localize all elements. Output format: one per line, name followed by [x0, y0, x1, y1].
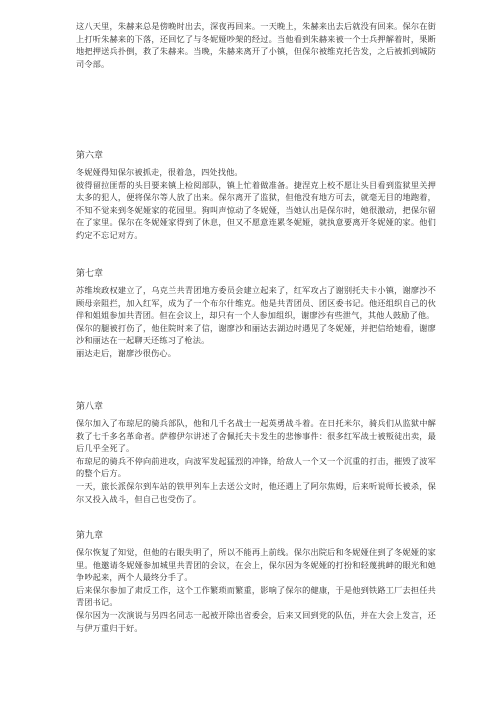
chapter-7-paragraph-2: 保尔的腿被打伤了，他住院时来了信，谢廖沙和丽达去湖边时遇见了冬妮娅，并把信给她看，谢廖沙和丽达在一起聊天还练习了枪法。	[76, 322, 436, 346]
intro-section	[76, 20, 436, 70]
chapter-6-title: 第六章	[76, 151, 104, 161]
chapter-8-paragraph-1: 保尔加入了布琼尼的骑兵部队，他和几千名战士一起英勇战斗着。在日托米尔，骑兵们从监狱中解救了七千多名革命者。萨穆伊尔讲述了舍佩托夫卡发生的悲惨事件：很多红军战士被叛徒出卖，最后几乎全死了。	[76, 418, 436, 454]
chapter-7-paragraph-3: 丽达走后，谢廖沙很伤心。	[76, 347, 177, 358]
chapter-9-title: 第九章	[76, 531, 104, 541]
chapter-9-paragraph-3: 保尔因为一次演说与另四名同志一起被开除出省委会，后来又回到党的队伍，并在大会上发言，还与伊万重归于好。	[76, 609, 436, 633]
chapter-6-paragraph-1: 冬妮娅得知保尔被抓走，很着急，四处找他。	[76, 167, 243, 177]
intro-paragraph: 这八天里，朱赫来总是傍晚时出去，深夜再回来。一天晚上，朱赫来出去后就没有回来。保尔在街上打听朱赫来的下落，还回忆了与冬妮娅吵架的经过。当他看到朱赫来被一个士兵押解着时，果断地把押送兵扑倒，救了朱赫来。当晚，朱赫来离开了小镇，但保尔被维克托告发，之后被抓到城防司令部。	[76, 21, 436, 69]
chapter-9-paragraph-1: 保尔恢复了知觉，但他的右眼失明了，所以不能再上前线。保尔出院后和冬妮娅住到了冬妮娅的家里。他邀请冬妮娅参加城里共青团的会议，在会上，保尔因为冬妮娅的打扮和轻蔑挑衅的眼光和她争吵起来，两个人最终分手了。	[76, 547, 436, 583]
chapter-6-section	[76, 150, 436, 242]
chapter-8-section	[76, 401, 436, 505]
chapter-9-section	[76, 530, 436, 634]
chapter-9-paragraph-2: 后来保尔参加了肃反工作，这个工作繁琐而繁重，影响了保尔的健康，于是他到铁路工厂去担任共青团书记。	[76, 584, 436, 608]
chapter-7-title: 第七章	[76, 269, 104, 279]
chapter-6-paragraph-2: 彼得留拉匪帮的头目要来镇上检阅部队，镇上忙着做准备。捷涅克上校不愿让头目看到监狱里关押太多的犯人，便将保尔等人放了出来。保尔离开了监狱，但他没有地方可去，就毫无目的地跑着，不知不觉来到冬妮娅家的花园里。狗叫声惊动了冬妮娅，当她认出是保尔时，她很激动，把保尔留在了家里。保尔在冬妮娅家得到了休息，但又不愿意连累冬妮娅，就执意要离开冬妮娅的家。他们约定不忘记对方。	[76, 179, 436, 240]
chapter-8-paragraph-3: 一天，旅长派保尔到车站的铁甲列车上去送公文时，他还遇上了阿尔焦姆，后来听说师长被杀，保尔又投入战斗，但自己也受伤了。	[76, 480, 436, 504]
chapter-7-paragraph-1: 苏维埃政权建立了，乌克兰共青团地方委员会建立起来了，红军攻占了谢别托夫卡小镇，谢廖沙不顾母亲阻拦，加入红军，成为了一个布尔什维克。他是共青团员、团区委书记。他还组织自己的伙伴和姐姐参加共青团。但在会议上，却只有一个人参加组织，谢廖沙有些泄气，其他人鼓励了他。	[76, 285, 436, 321]
chapter-7-section	[76, 268, 436, 360]
chapter-8-paragraph-2: 布琼尼的骑兵不停向前进攻，向波军发起猛烈的冲锋，给敌人一个又一个沉重的打击，摧毁了波军的整个后方。	[76, 455, 436, 479]
chapter-8-title: 第八章	[76, 402, 104, 412]
